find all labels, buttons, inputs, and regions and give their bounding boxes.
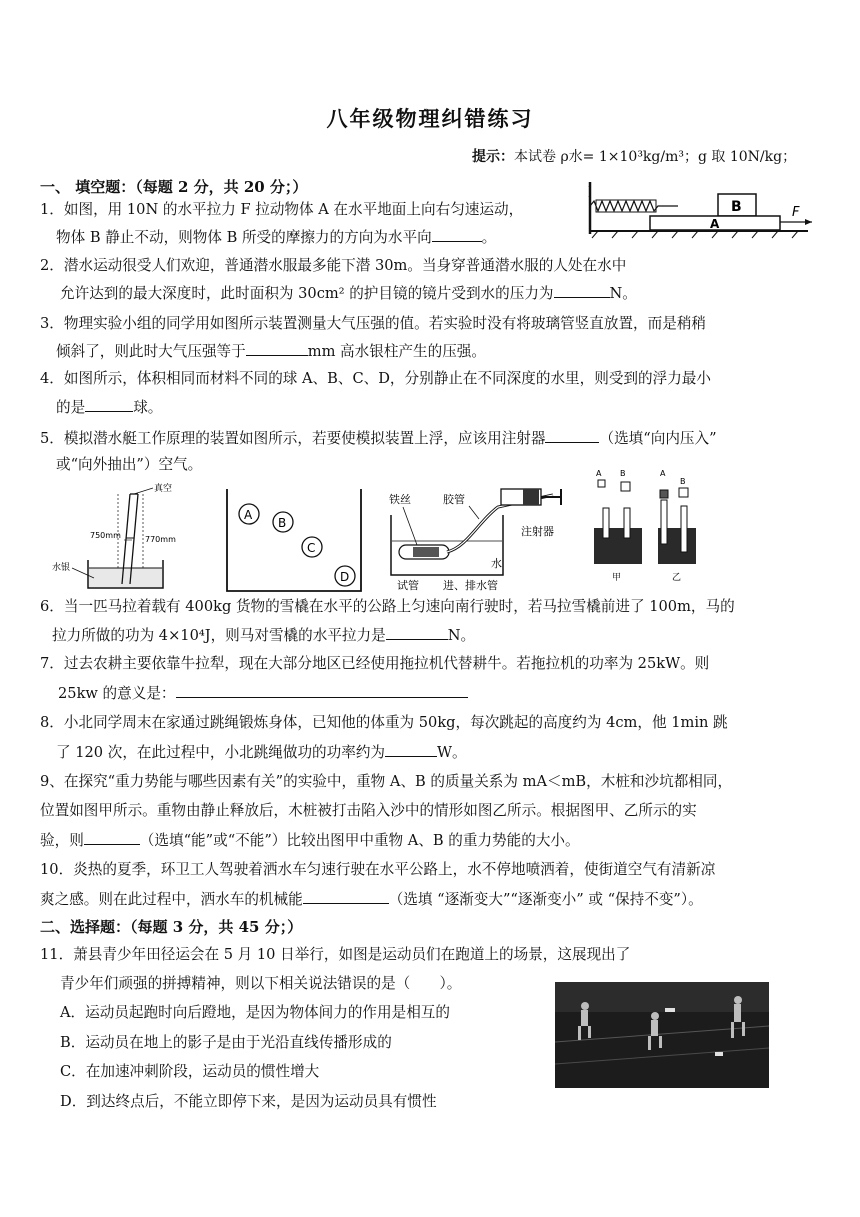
ball-d-label: D [340,570,350,584]
q11-option-b[interactable]: B．运动员在地上的影子是由于光沿直线传播形成的 [60,1034,392,1051]
q6-answer-blank[interactable] [386,625,448,640]
q5-line1 [40,428,717,449]
q9-line3 [40,830,580,851]
q1-line2 [56,227,496,248]
q9-line2: 位置如图甲所示。重物由静止释放后，木桩被打击陷入沙中的情形如图乙所示。根据图甲、乙所示的实 [40,802,697,819]
q8-text: 了 120 次，在此过程中，小北跳绳做功的功率约为 [56,744,386,761]
q6-text: 拉力所做的功为 4×10⁴J，则马对雪橇的水平拉力是 [52,627,386,644]
q3-line2 [56,341,486,362]
q10-line2 [40,889,703,910]
q8-answer-blank[interactable] [385,742,437,757]
q7-text: 25kw 的意义是： [58,685,176,702]
page-title: 八年级物理纠错练习 [326,106,534,131]
ball-b-label: B [278,516,287,530]
q11-option-c[interactable]: C．在加速冲刺阶段，运动员的惯性增大 [60,1063,320,1080]
section-choice-heading: 二、选择题：（每题 3 分，共 45 分；） [40,918,303,936]
q1-block-b-label: B [731,199,742,215]
q8-line2 [56,742,467,763]
q2-line1: 2．潜水运动很受人们欢迎，普通潜水服最多能下潜 30m。当身穿普通潜水服的人处在水中 [40,257,627,274]
jia-a-label: A [596,469,602,478]
q7-answer-blank[interactable] [176,683,468,698]
exam-tip [472,146,796,166]
q10-text: 爽之感。则在此过程中，洒水车的机械能 [40,891,303,908]
section-fill-in-heading: 一、 填空题：（每题 2 分，共 20 分；） [40,178,308,196]
rubber-tube-label: 胶管 [443,493,465,506]
q9-text: 验，则 [40,832,84,849]
barometer-diagram [48,480,183,592]
q4-line1: 4．如图所示，体积相同而材料不同的球 A、B、C、D，分别静止在不同深度的水里，则受到的浮力最小 [40,370,711,387]
q4-tail: 球。 [133,399,163,416]
q2-line2 [60,283,637,304]
syringe-label: 注射器 [521,525,554,538]
q3-answer-blank[interactable] [246,341,308,356]
q5-line2: 或“向外抽出”）空气。 [56,456,203,473]
q1-force-label: F [792,205,800,220]
q1-block-a-label: A [710,217,720,231]
q1-tail: 。 [481,229,497,246]
ball-c-label: C [307,541,316,555]
q5-text: 5．模拟潜水艇工作原理的装置如图所示，若要使模拟装置上浮，应该用注射器 [40,430,546,447]
mercury-label: 水银 [52,563,71,573]
q7-line2 [58,683,468,704]
q1-text: 物体 B 静止不动，则物体 B 所受的摩擦力的方向为水平向 [56,229,432,246]
yi-caption: 乙 [672,573,682,583]
q11-option-a[interactable]: A．运动员起跑时向后蹬地，是因为物体间力的作用是相互的 [60,1004,450,1021]
ball-a-label: A [244,508,253,522]
q9-answer-blank[interactable] [84,830,140,845]
tip-text: 本试卷 ρ水= 1×10³kg/m³；g 取 10N/kg； [514,149,797,165]
q3-text: 倾斜了，则此时大气压强等于 [56,343,246,360]
q8-line1: 8．小北同学周末在家通过跳绳锻炼身体，已知他的体重为 50kg，每次跳起的高度约为 4cm，他 1min 跳 [40,714,728,731]
in-out-pipe-label: 进、排水管 [443,579,498,592]
q11-line1: 11．萧县青少年田径运会在 5 月 10 日举行，如图是运动员们在跑道上的场景，这展现出了 [40,946,631,963]
tip-label: 提示： [472,149,514,165]
q4-line2 [56,397,162,418]
submarine-model-diagram [383,485,573,593]
q10-tail: （选填 “逐渐变大”“逐渐变小” 或 “保持不变”）。 [388,891,703,908]
height-770-label: 770mm [145,535,176,544]
jia-b-label: B [620,469,626,478]
runners-photo [555,982,769,1088]
vacuum-label: 真空 [154,484,173,494]
q5-answer-blank[interactable] [545,428,599,443]
q9-tail: （选填“能”或“不能”）比较出图甲中重物 A、B 的重力势能的大小。 [139,832,580,849]
test-tube-label: 试管 [397,579,419,592]
q6-line2 [52,625,475,646]
q4-text: 的是 [56,399,86,416]
q7-line1: 7．过去农耕主要依靠牛拉犁，现在大部分地区已经使用拖拉机代替耕牛。若拖拉机的功率为 25kW。则 [40,655,710,672]
q4-answer-blank[interactable] [85,397,133,412]
q11-line2: 青少年们顽强的拼搏精神，则以下相关说法错误的是（ ）。 [60,975,462,992]
q2-answer-blank[interactable] [554,283,610,298]
yi-b-label: B [680,477,686,486]
q3-line1: 3．物理实验小组的同学用如图所示装置测量大气压强的值。若实验时没有将玻璃管竖直放置，而是稍稍 [40,315,707,332]
q3-tail: mm 高水银柱产生的压强。 [307,343,486,360]
q5-options: （选填“向内压入” [599,430,717,447]
q1-diagram [588,176,818,240]
q10-answer-blank[interactable] [303,889,389,904]
q8-tail: W。 [437,744,467,761]
yi-a-label: A [660,469,666,478]
q2-text: 允许达到的最大深度时，此时面积为 30cm² 的护目镜的镜片受到水的压力为 [60,285,554,302]
q1-answer-blank[interactable] [432,227,482,242]
water-label: 水 [491,557,502,570]
height-750-label: 750mm [90,531,121,540]
q6-line1: 6．当一匹马拉着载有 400kg 货物的雪橇在水平的公路上匀速向南行驶时，若马拉雪橇前进了 100m，马的 [40,598,735,615]
wire-label: 铁丝 [389,493,411,506]
q6-tail: N。 [447,627,476,644]
balls-in-water-diagram [225,487,365,594]
jia-caption: 甲 [612,573,622,583]
q2-tail: N。 [609,285,637,302]
q10-line1: 10．炎热的夏季，环卫工人驾驶着洒水车匀速行驶在水平公路上，水不停地喷洒着，使街道空气有清新凉 [40,861,716,878]
q11-option-d[interactable]: D．到达终点后，不能立即停下来，是因为运动员具有惯性 [60,1093,437,1110]
pile-driving-diagram [588,466,698,586]
q9-line1: 9、在探究“重力势能与哪些因素有关”的实验中，重物 A、B 的质量关系为 mA＜mB，木桩和沙坑都相同， [40,773,733,790]
q1-line1: 1．如图，用 10N 的水平拉力 F 拉动物体 A 在水平地面上向右匀速运动， [40,201,524,218]
